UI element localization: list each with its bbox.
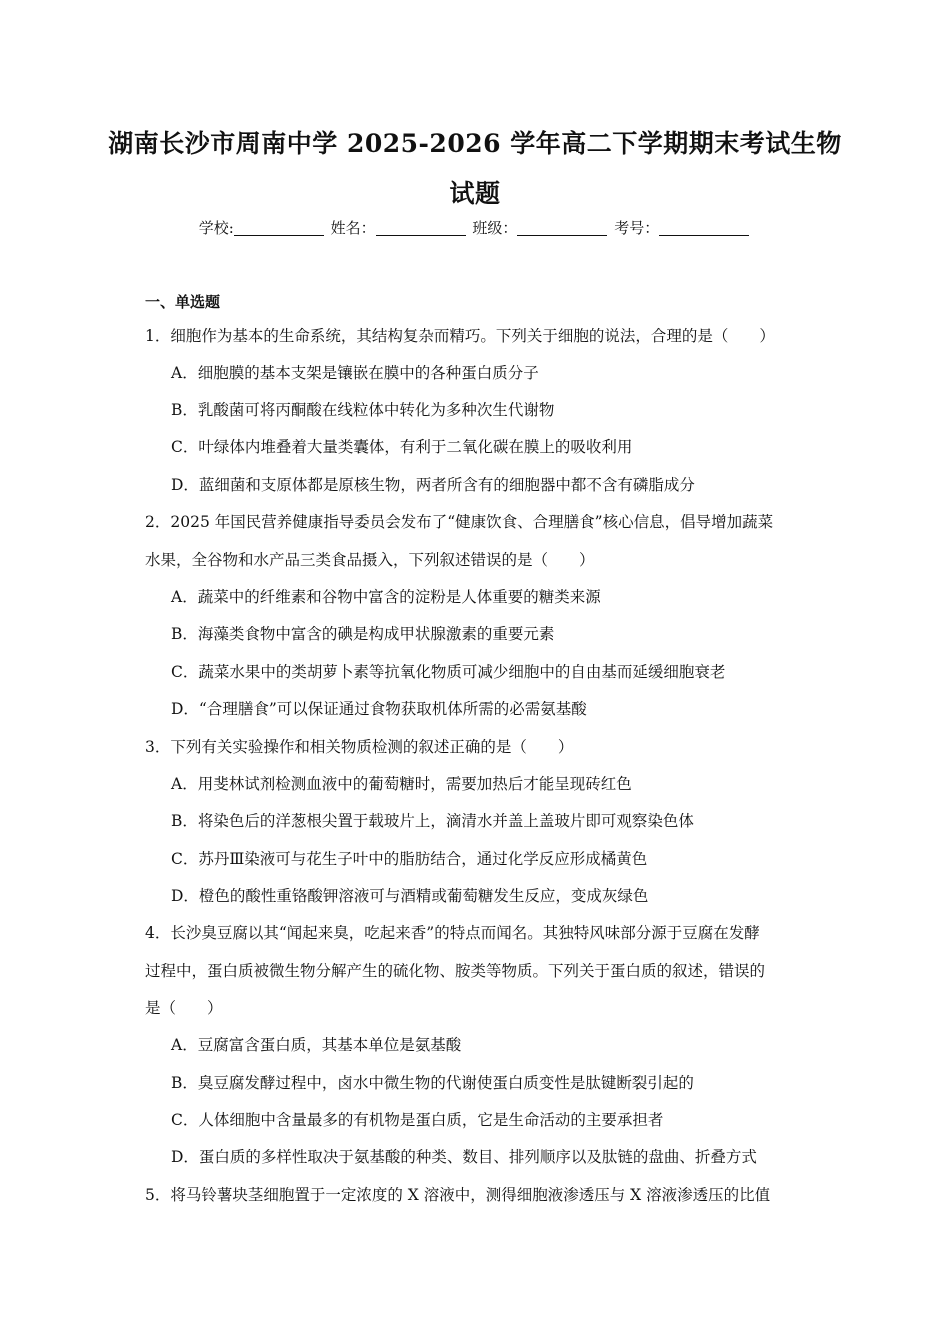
question-3-line-1: 3．下列有关实验操作和相关物质检测的叙述正确的是（ ） bbox=[145, 738, 574, 756]
name-label: 姓名： bbox=[330, 219, 376, 237]
question-4-option-b: B．臭豆腐发酵过程中，卤水中微生物的代谢使蛋白质变性是肽键断裂引起的 bbox=[171, 1074, 694, 1092]
question-1-option-c: C．叶绿体内堆叠着大量类囊体，有利于二氧化碳在膜上的吸收利用 bbox=[171, 438, 633, 456]
question-2-option-d: D．“合理膳食”可以保证通过食物获取机体所需的必需氨基酸 bbox=[171, 700, 587, 718]
number-label: 考号： bbox=[614, 219, 660, 237]
question-1-option-b: B．乳酸菌可将丙酮酸在线粒体中转化为多种次生代谢物 bbox=[171, 401, 555, 419]
question-3-option-d: D．橙色的酸性重铬酸钾溶液可与酒精或葡萄糖发生反应，变成灰绿色 bbox=[171, 887, 649, 905]
section-heading: 一、单选题 bbox=[145, 293, 221, 311]
question-4-option-c: C．人体细胞中含量最多的有机物是蛋白质，它是生命活动的主要承担者 bbox=[171, 1111, 664, 1129]
question-4-option-d: D．蛋白质的多样性取决于氨基酸的种类、数目、排列顺序以及肽链的盘曲、折叠方式 bbox=[171, 1148, 757, 1166]
question-3-option-c: C．苏丹Ⅲ染液可与花生子叶中的脂肪结合，通过化学反应形成橘黄色 bbox=[171, 850, 648, 868]
question-2-line-2: 水果，全谷物和水产品三类食品摄入，下列叙述错误的是（ ） bbox=[145, 551, 595, 569]
exam-title-line-2: 试题 bbox=[449, 179, 501, 208]
question-2-option-c: C．蔬菜水果中的类胡萝卜素等抗氧化物质可减少细胞中的自由基而延缓细胞衰老 bbox=[171, 663, 726, 681]
question-5-line-1: 5．将马铃薯块茎细胞置于一定浓度的 X 溶液中，测得细胞液渗透压与 X 溶液渗透压的比值 bbox=[145, 1186, 771, 1204]
school-label: 学校: bbox=[198, 219, 234, 237]
question-4-line-2: 过程中，蛋白质被微生物分解产生的硫化物、胺类等物质。下列关于蛋白质的叙述，错误的 bbox=[145, 962, 766, 980]
name-blank[interactable] bbox=[376, 220, 466, 236]
question-3-option-b: B．将染色后的洋葱根尖置于载玻片上，滴清水并盖上盖玻片即可观察染色体 bbox=[171, 812, 694, 830]
exam-title-line-1: 湖南长沙市周南中学 2025-2026 学年高二下学期期末考试生物 bbox=[108, 129, 842, 158]
student-info-row bbox=[0, 217, 950, 238]
question-4-line-3: 是（ ） bbox=[145, 999, 223, 1017]
question-2-line-1: 2．2025 年国民营养健康指导委员会发布了“健康饮食、合理膳食”核心信息，倡导增加蔬菜 bbox=[145, 513, 774, 531]
school-blank[interactable] bbox=[234, 220, 324, 236]
question-1-option-a: A．细胞膜的基本支架是镶嵌在膜中的各种蛋白质分子 bbox=[171, 364, 539, 382]
question-3-option-a: A．用斐林试剂检测血液中的葡萄糖时，需要加热后才能呈现砖红色 bbox=[171, 775, 632, 793]
question-2-option-b: B．海藻类食物中富含的碘是构成甲状腺激素的重要元素 bbox=[171, 625, 555, 643]
question-1-line-1: 1．细胞作为基本的生命系统，其结构复杂而精巧。下列关于细胞的说法，合理的是（ ） bbox=[145, 327, 775, 345]
class-blank[interactable] bbox=[517, 220, 607, 236]
number-blank[interactable] bbox=[659, 220, 749, 236]
question-4-option-a: A．豆腐富含蛋白质，其基本单位是氨基酸 bbox=[171, 1036, 462, 1054]
question-4-line-1: 4．长沙臭豆腐以其“闻起来臭，吃起来香”的特点而闻名。其独特风味部分源于豆腐在发酵 bbox=[145, 924, 760, 942]
question-2-option-a: A．蔬菜中的纤维素和谷物中富含的淀粉是人体重要的糖类来源 bbox=[171, 588, 601, 606]
question-1-option-d: D．蓝细菌和支原体都是原核生物，两者所含有的细胞器中都不含有磷脂成分 bbox=[171, 476, 695, 494]
class-label: 班级： bbox=[472, 219, 518, 237]
